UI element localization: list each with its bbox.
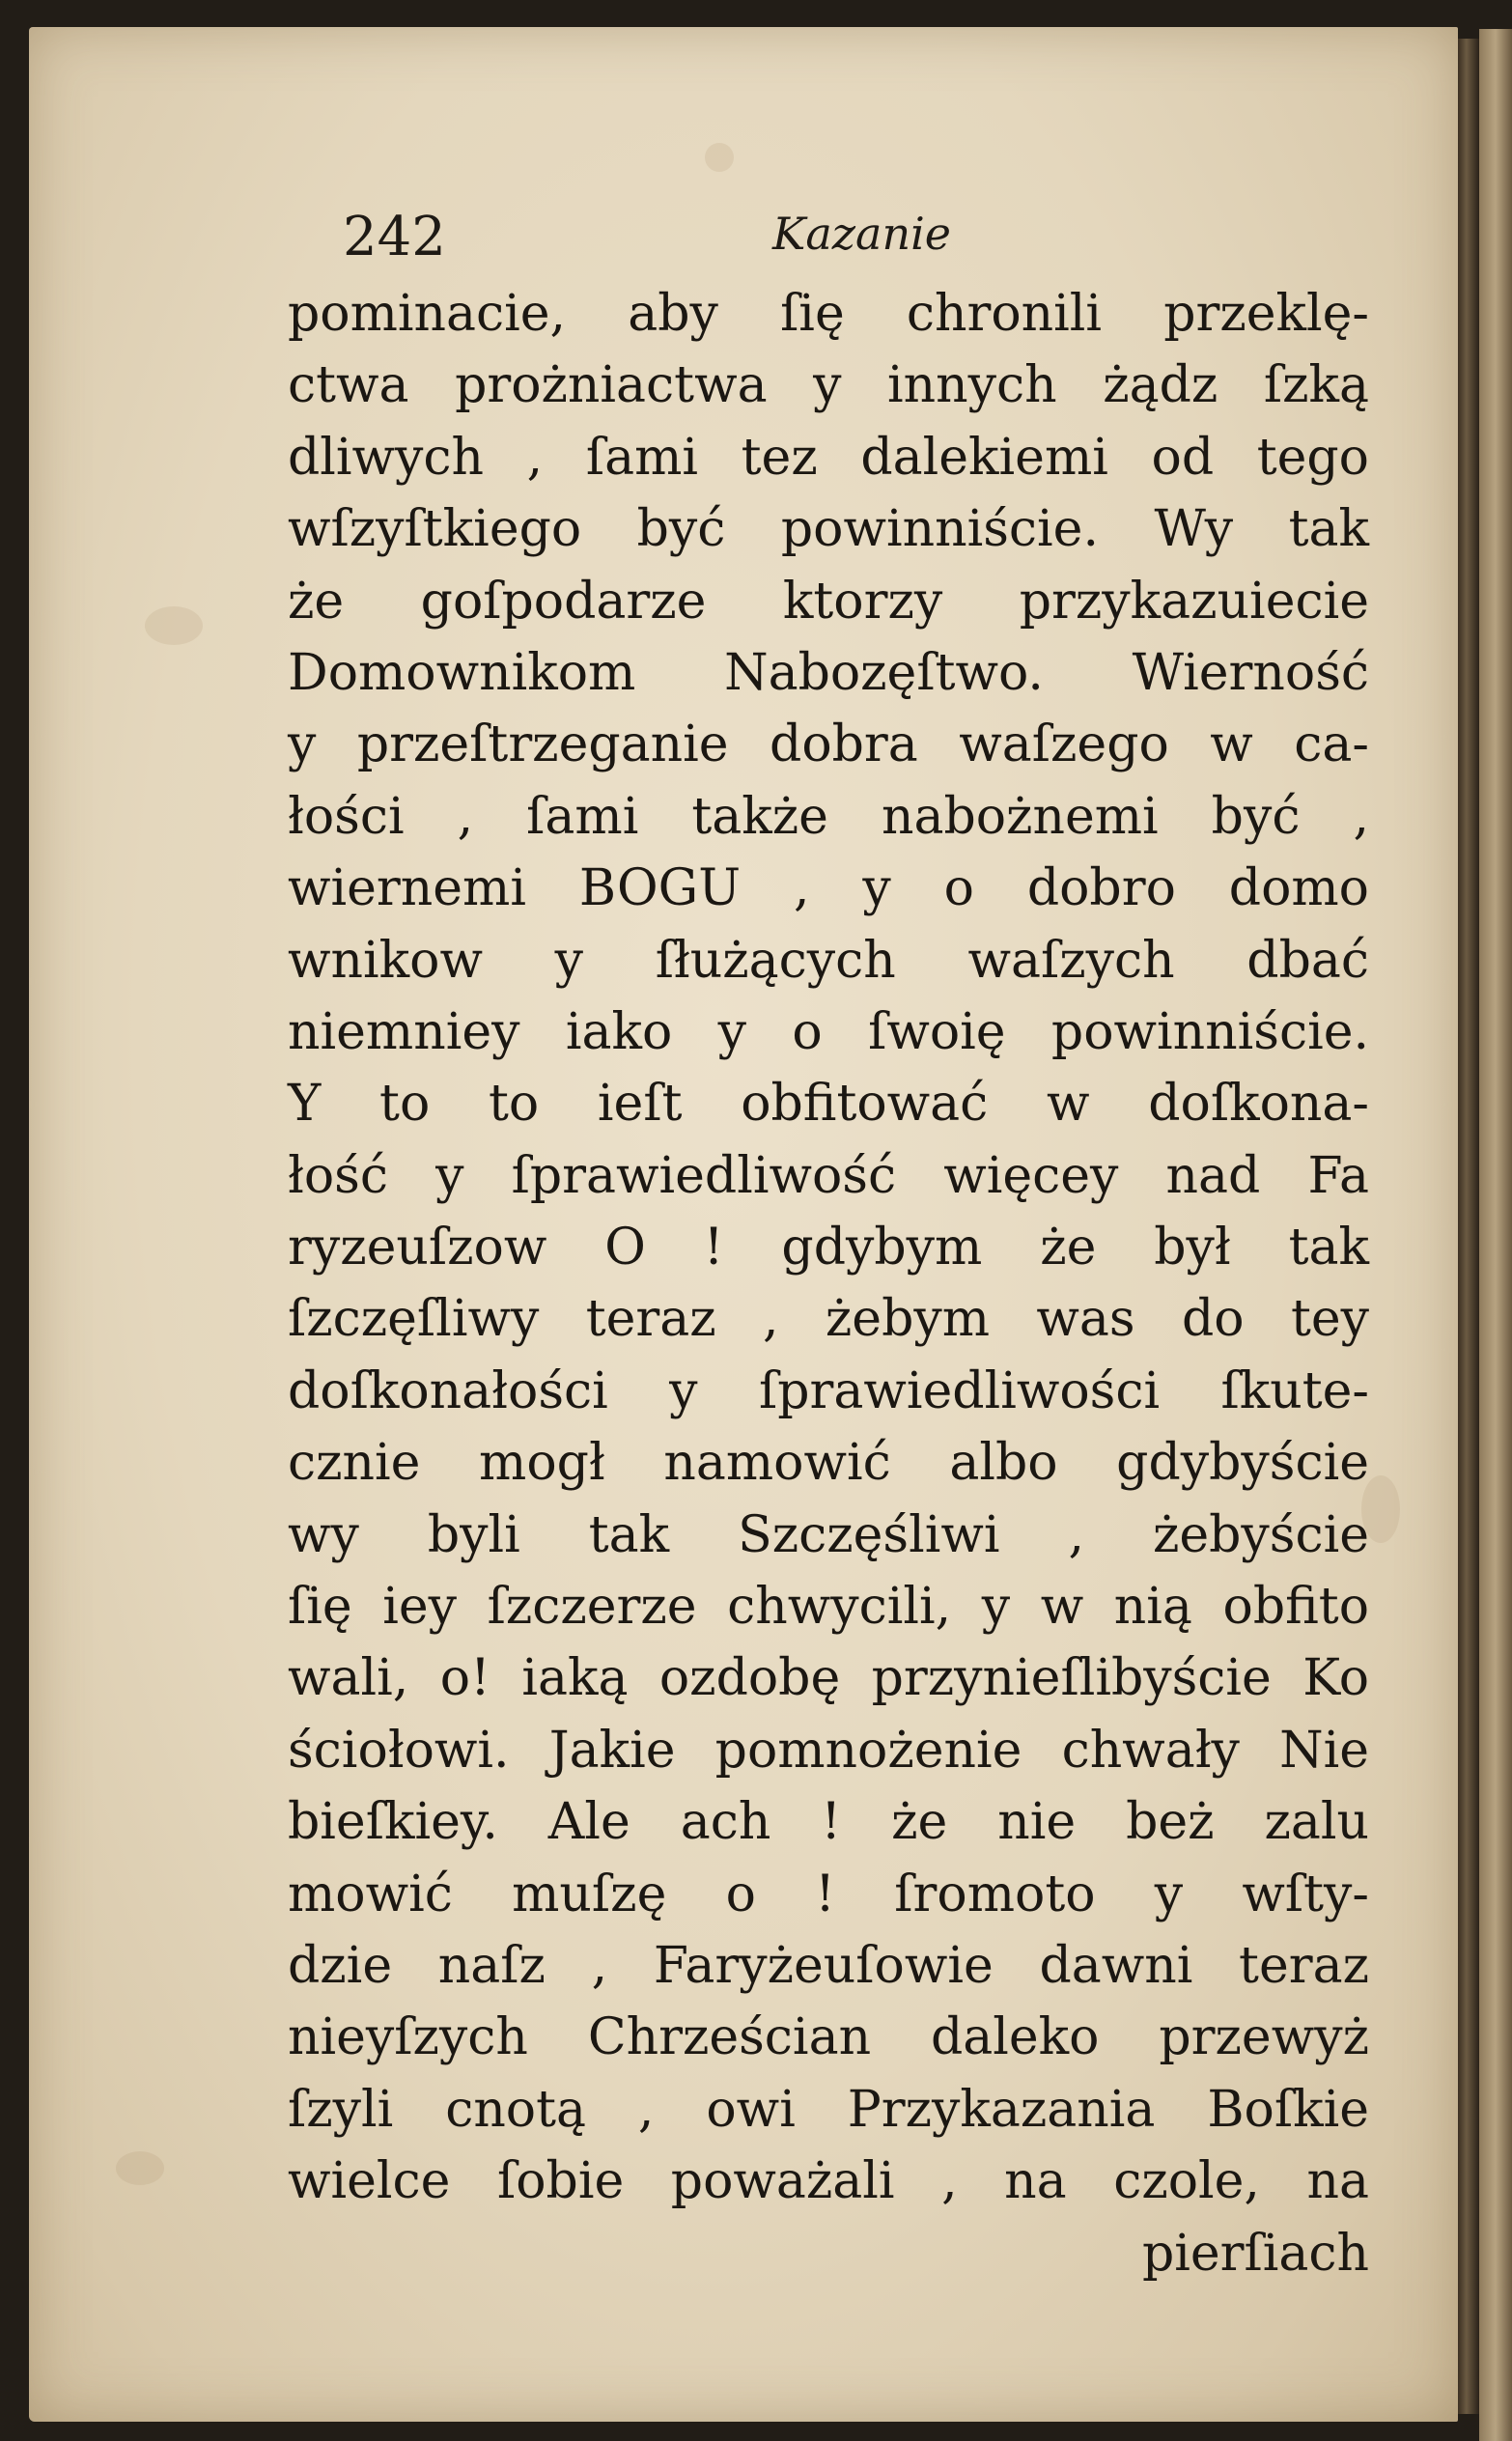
text-line: wy byli tak Szczęśliwi , żebyście: [288, 1505, 1369, 1564]
text-line: wſzyſtkiego być powinniście. Wy tak: [288, 500, 1369, 559]
text-line: ściołowi. Jakie pomnożenie chwały Nie: [288, 1721, 1369, 1780]
text-line: pominacie, aby ſię chronili przeklę-: [288, 285, 1369, 343]
text-line: dliwych , ſami tez dalekiemi od tego: [288, 428, 1369, 487]
text-line: y przeſtrzeganie dobra waſzego w ca-: [288, 715, 1369, 774]
text-line: ſzyli cnotą , owi Przykazania Boſkie: [288, 2080, 1369, 2139]
paper-stain: [145, 606, 203, 645]
text-line: mowić muſzę o ! ſromoto y wſty-: [288, 1865, 1369, 1923]
text-line: ctwa prożniactwa y innych żądz ſzką: [288, 356, 1369, 415]
text-line: Domownikom Nabozęſtwo. Wierność: [288, 643, 1369, 702]
paper-stain: [116, 2151, 164, 2185]
catchword: pierſiach: [1141, 2224, 1369, 2283]
text-line: ryzeuſzow O ! gdybym że był tak: [288, 1219, 1369, 1277]
paper-stain: [705, 143, 734, 172]
text-line: wielce ſobie poważali , na czole, na: [288, 2152, 1369, 2211]
running-head: [343, 198, 1405, 275]
text-line: że goſpodarze ktorzy przykazuiecie: [288, 572, 1369, 631]
text-line: wnikow y ſłużących waſzych dbać: [288, 931, 1369, 990]
page-number: 242: [343, 206, 446, 268]
text-line: wiernemi BOGU , y o dobro domo: [288, 859, 1369, 918]
text-line: nieyſzych Chrześcian daleko przewyż: [288, 2008, 1369, 2067]
binding-edge: [1458, 39, 1479, 2414]
text-line: ſię iey ſzczerze chwycili, y w nią obfito: [288, 1578, 1369, 1637]
text-line: doſkonałości y ſprawiedliwości ſkute-: [288, 1361, 1369, 1420]
text-line: dzie naſz , Faryżeuſowie dawni teraz: [288, 1936, 1369, 1995]
text-line: łość y ſprawiedliwość więcey nad Fa: [288, 1146, 1369, 1205]
text-line: łości , ſami także nabożnemi być ,: [288, 787, 1369, 846]
text-line: ſzczęſliwy teraz , żebym was do tey: [288, 1290, 1369, 1349]
text-line: wali, o! iaką ozdobę przynieſlibyście Ko: [288, 1649, 1369, 1708]
body-text: [288, 278, 1369, 2289]
book-edge: [1479, 29, 1512, 2441]
running-title: Kazanie: [772, 208, 952, 260]
text-line: Y to to ieſt obfitować w doſkona-: [288, 1075, 1369, 1134]
text-line: niemniey iako y o ſwoię powinniście.: [288, 1002, 1369, 1061]
text-line: cznie mogł namowić albo gdybyście: [288, 1434, 1369, 1493]
text-line: bieſkiey. Ale ach ! że nie beż zalu: [288, 1793, 1369, 1852]
